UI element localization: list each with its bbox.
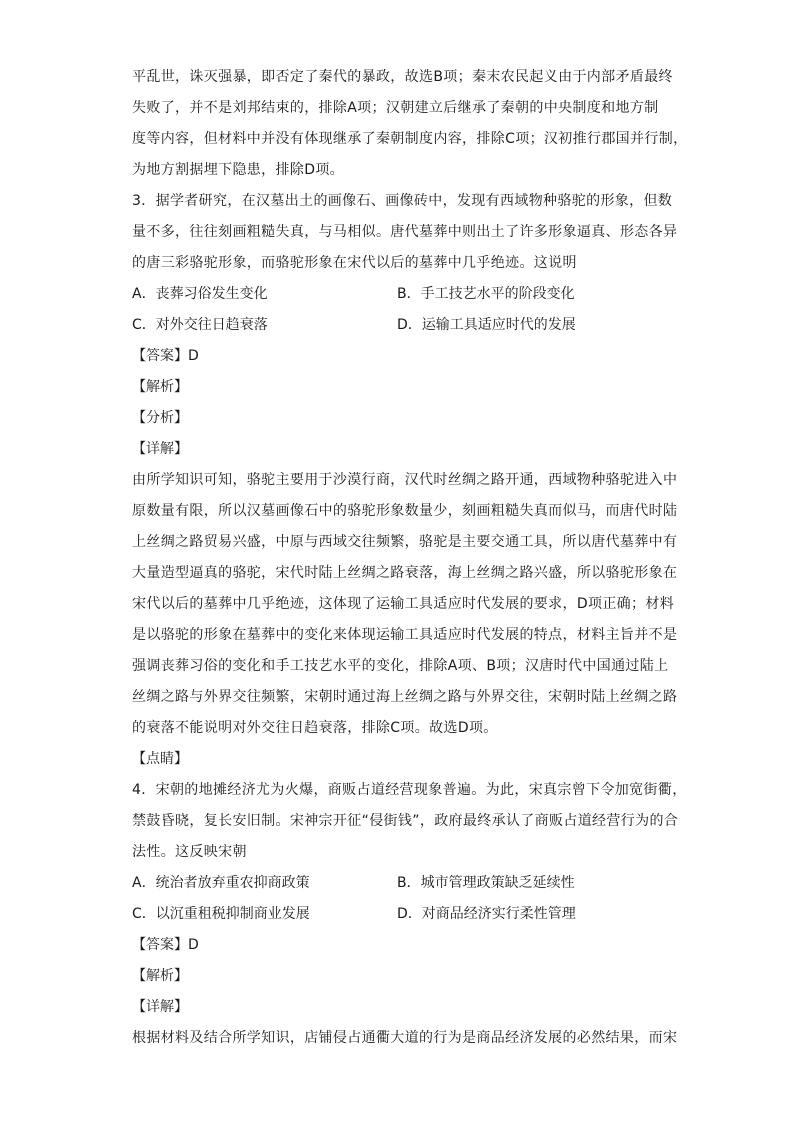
question-3 bbox=[132, 186, 678, 775]
fenxi-label: 【分析】 bbox=[132, 410, 188, 426]
question-stem-line: 4．宋朝的地摊经济尤为火爆，商贩占道经营现象普遍。为此，宋真宗曾下令加宽街衢， bbox=[132, 782, 687, 798]
answer-label: 【答案】D bbox=[132, 937, 199, 953]
explanation-line: 上丝绸之路贸易兴盛，中原与西域交往频繁，骆驼是主要交通工具，所以唐代墓葬中有 bbox=[132, 534, 678, 550]
option-d: D．运输工具适应时代的发展 bbox=[397, 317, 576, 333]
option-b: B．手工技艺水平的阶段变化 bbox=[397, 286, 575, 302]
question-4 bbox=[132, 775, 687, 1054]
question-stem-line: 的唐三彩骆驼形象，而骆驼形象在宋代以后的墓葬中几乎绝迹。这说明 bbox=[132, 255, 577, 271]
option-c: C．以沉重租税抑制商业发展 bbox=[132, 906, 310, 922]
detail-label: 【详解】 bbox=[132, 999, 188, 1015]
question-stem-line: 量不多，往往刻画粗糙失真，与马相似。唐代墓葬中则出土了许多形象逼真、形态各异 bbox=[132, 224, 678, 240]
detail-label: 【详解】 bbox=[132, 441, 188, 457]
explanation-line: 强调丧葬习俗的变化和手工技艺水平的变化，排除A项、B项；汉唐时代中国通过陆上 bbox=[132, 658, 669, 674]
analysis-label: 【解析】 bbox=[132, 968, 188, 984]
paragraph-line: 为地方割据埋下隐患，排除D项。 bbox=[132, 162, 345, 178]
question-stem-line: 禁鼓昏晓，复长安旧制。宋神宗开征“侵街钱”，政府最终承认了商贩占道经营行为的合 bbox=[132, 813, 679, 829]
paragraph-line: 度等内容，但材料中并没有体现继承了秦朝制度内容，排除C项；汉初推行郡国并行制， bbox=[132, 131, 688, 147]
explanation-line: 根据材料及结合所学知识，店铺侵占通衢大道的行为是商品经济发展的必然结果，而宋 bbox=[132, 1030, 678, 1046]
option-c: C．对外交往日趋衰落 bbox=[132, 317, 268, 333]
question-stem-line: 3．据学者研究，在汉墓出土的画像石、画像砖中，发现有西域物种骆驼的形象，但数 bbox=[132, 193, 673, 209]
explanation-line: 原数量有限，所以汉墓画像石中的骆驼形象数量少，刻画粗糙失真而似马，而唐代时陆 bbox=[132, 503, 678, 519]
document-page bbox=[132, 62, 688, 1054]
explanation-line: 由所学知识可知，骆驼主要用于沙漠行商，汉代时丝绸之路开通，西域物种骆驼进入中 bbox=[132, 472, 678, 488]
option-a: A．丧葬习俗发生变化 bbox=[132, 286, 268, 302]
option-b: B．城市管理政策缺乏延续性 bbox=[397, 875, 575, 891]
explanation-line: 的衰落不能说明对外交往日趋衰落，排除C项。故选D项。 bbox=[132, 720, 498, 736]
explanation-line: 是以骆驼的形象在墓葬中的变化来体现运输工具适应时代发展的特点，材料主旨并不是 bbox=[132, 627, 678, 643]
analysis-label: 【解析】 bbox=[132, 379, 188, 395]
previous-explanation bbox=[132, 62, 688, 186]
option-a: A．统治者放弃重农抑商政策 bbox=[132, 875, 310, 891]
options-row bbox=[132, 868, 662, 899]
paragraph-line: 失败了，并不是刘邦结束的，排除A项；汉朝建立后继承了秦朝的中央制度和地方制 bbox=[132, 100, 659, 116]
option-d: D．对商品经济实行柔性管理 bbox=[397, 906, 576, 922]
question-stem-line: 法性。这反映宋朝 bbox=[132, 844, 247, 860]
paragraph-line: 平乱世，诛灭强暴，即否定了秦代的暴政，故选B项；秦末农民起义由于内部矛盾最终 bbox=[132, 69, 673, 85]
explanation-line: 丝绸之路与外界交往频繁，宋朝时通过海上丝绸之路与外界交往，宋朝时陆上丝绸之路 bbox=[132, 689, 678, 705]
explanation-line: 宋代以后的墓葬中几乎绝迹，这体现了运输工具适应时代发展的要求，D项正确；材料 bbox=[132, 596, 675, 612]
options-row bbox=[132, 310, 662, 341]
options-row bbox=[132, 899, 662, 930]
answer-label: 【答案】D bbox=[132, 348, 199, 364]
options-row bbox=[132, 279, 662, 310]
dianjing-label: 【点睛】 bbox=[132, 751, 188, 767]
explanation-line: 大量造型逼真的骆驼，宋代时陆上丝绸之路衰落，海上丝绸之路兴盛，所以骆驼形象在 bbox=[132, 565, 678, 581]
